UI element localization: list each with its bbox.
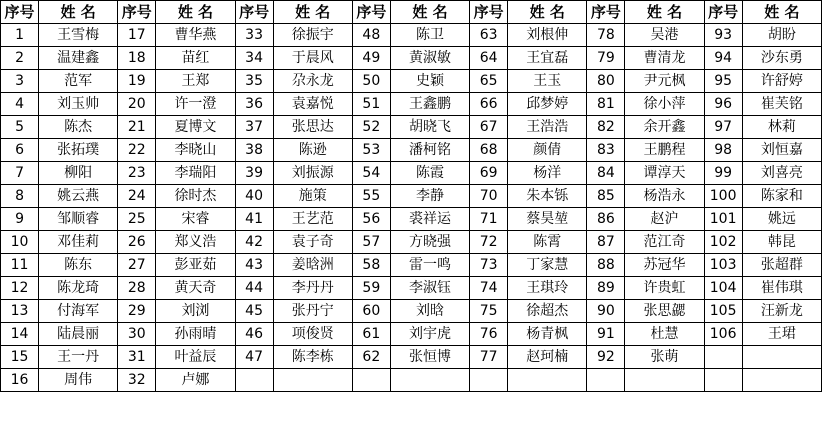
student-name-cell: 王琪玲 [508,277,587,300]
student-number-cell [470,369,508,392]
student-number-cell: 80 [587,70,625,93]
student-name-cell: 许一澄 [156,93,235,116]
student-number-cell: 83 [587,139,625,162]
student-name-cell [508,369,587,392]
student-name-cell: 张超群 [742,254,821,277]
student-number-cell: 75 [470,300,508,323]
student-number-cell [352,369,390,392]
student-name-cell: 陈霄 [508,231,587,254]
student-name-cell: 陈逊 [273,139,352,162]
student-number-cell: 11 [1,254,39,277]
student-number-cell: 14 [1,323,39,346]
student-name-cell: 尕永龙 [273,70,352,93]
student-name-cell: 李瑞阳 [156,162,235,185]
student-name-cell: 王雪梅 [39,24,118,47]
student-name-cell: 姚云燕 [39,185,118,208]
student-number-cell: 3 [1,70,39,93]
student-name-cell: 陈卫 [390,24,469,47]
student-number-cell: 55 [352,185,390,208]
student-number-cell: 105 [704,300,742,323]
student-number-cell: 42 [235,231,273,254]
header-number: 序号 [587,1,625,24]
student-name-cell: 王浩浩 [508,116,587,139]
student-number-cell: 92 [587,346,625,369]
student-name-cell: 刘玉帅 [39,93,118,116]
student-number-cell: 54 [352,162,390,185]
student-name-cell [625,369,704,392]
student-number-cell: 39 [235,162,273,185]
student-name-cell: 王鑫鹏 [390,93,469,116]
student-name-cell: 沙东勇 [742,47,821,70]
student-number-cell: 72 [470,231,508,254]
student-name-cell: 姚远 [742,208,821,231]
student-name-cell: 潘柯铭 [390,139,469,162]
student-number-cell: 31 [118,346,156,369]
student-number-cell: 50 [352,70,390,93]
student-number-cell: 79 [587,47,625,70]
student-name-cell: 王鹏程 [625,139,704,162]
student-name-cell: 朱本铄 [508,185,587,208]
student-number-cell: 94 [704,47,742,70]
table-header-row [1,1,822,24]
student-name-cell: 张思达 [273,116,352,139]
student-name-cell: 王玉 [508,70,587,93]
student-number-cell: 15 [1,346,39,369]
student-number-cell: 36 [235,93,273,116]
student-number-cell: 62 [352,346,390,369]
student-name-cell: 邓佳莉 [39,231,118,254]
student-number-cell: 57 [352,231,390,254]
student-number-cell: 12 [1,277,39,300]
table-body [1,24,822,392]
student-number-cell: 85 [587,185,625,208]
student-number-cell: 37 [235,116,273,139]
student-number-cell: 1 [1,24,39,47]
table-row [1,47,822,70]
student-number-cell: 69 [470,162,508,185]
student-number-cell: 74 [470,277,508,300]
student-name-cell: 徐小萍 [625,93,704,116]
student-name-cell: 施策 [273,185,352,208]
student-name-cell: 胡盼 [742,24,821,47]
student-number-cell: 97 [704,116,742,139]
student-name-cell: 王珺 [742,323,821,346]
student-number-cell: 78 [587,24,625,47]
student-name-cell: 丁家慧 [508,254,587,277]
header-name: 姓 名 [625,1,704,24]
student-number-cell: 70 [470,185,508,208]
table-row [1,70,822,93]
student-name-cell: 杜慧 [625,323,704,346]
student-number-cell: 64 [470,47,508,70]
table-row [1,346,822,369]
student-name-cell: 蔡昊堃 [508,208,587,231]
student-number-cell: 84 [587,162,625,185]
student-number-cell: 30 [118,323,156,346]
student-name-cell: 许舒婷 [742,70,821,93]
student-number-cell: 96 [704,93,742,116]
student-name-cell: 陈龙琦 [39,277,118,300]
table-row [1,300,822,323]
student-number-cell [704,346,742,369]
header-number: 序号 [118,1,156,24]
student-number-cell: 25 [118,208,156,231]
student-number-cell: 2 [1,47,39,70]
student-name-cell: 曹华燕 [156,24,235,47]
student-number-cell: 29 [118,300,156,323]
student-number-cell: 21 [118,116,156,139]
student-name-cell: 杨青枫 [508,323,587,346]
student-name-cell: 袁子奇 [273,231,352,254]
student-name-cell: 张思勰 [625,300,704,323]
student-number-cell: 61 [352,323,390,346]
student-name-cell: 胡晓飞 [390,116,469,139]
student-name-cell: 徐时杰 [156,185,235,208]
student-number-cell: 53 [352,139,390,162]
student-number-cell: 60 [352,300,390,323]
student-number-cell: 103 [704,254,742,277]
student-name-cell: 刘喜亮 [742,162,821,185]
student-number-cell: 63 [470,24,508,47]
header-number: 序号 [470,1,508,24]
student-name-cell: 徐超杰 [508,300,587,323]
student-number-cell: 86 [587,208,625,231]
student-number-cell: 41 [235,208,273,231]
student-name-cell: 曹清龙 [625,47,704,70]
student-name-cell: 李丹丹 [273,277,352,300]
student-number-cell: 33 [235,24,273,47]
student-number-cell: 49 [352,47,390,70]
student-name-cell: 崔芙铭 [742,93,821,116]
student-number-cell: 44 [235,277,273,300]
student-number-cell: 6 [1,139,39,162]
table-row [1,116,822,139]
student-name-cell: 杨洋 [508,162,587,185]
student-number-cell: 9 [1,208,39,231]
student-number-cell: 19 [118,70,156,93]
student-number-cell: 98 [704,139,742,162]
student-name-cell: 李淑钰 [390,277,469,300]
student-number-cell: 81 [587,93,625,116]
student-name-cell: 刘浏 [156,300,235,323]
student-name-cell: 柳阳 [39,162,118,185]
header-number: 序号 [704,1,742,24]
student-number-cell: 88 [587,254,625,277]
table-row [1,93,822,116]
student-name-cell: 谭淳天 [625,162,704,185]
student-number-cell: 67 [470,116,508,139]
student-number-cell: 95 [704,70,742,93]
student-number-cell: 16 [1,369,39,392]
student-name-cell: 张恒博 [390,346,469,369]
student-name-cell: 王一丹 [39,346,118,369]
student-number-cell: 102 [704,231,742,254]
student-name-cell: 陈家和 [742,185,821,208]
header-name: 姓 名 [273,1,352,24]
header-number: 序号 [352,1,390,24]
header-name: 姓 名 [508,1,587,24]
student-name-cell: 范江奇 [625,231,704,254]
student-name-cell: 苗红 [156,47,235,70]
student-name-cell: 温建鑫 [39,47,118,70]
student-name-cell: 尹元枫 [625,70,704,93]
table-row [1,208,822,231]
student-name-cell: 李静 [390,185,469,208]
student-name-cell: 邱梦婷 [508,93,587,116]
student-name-cell: 郑义浩 [156,231,235,254]
student-number-cell: 32 [118,369,156,392]
student-name-cell: 颜倩 [508,139,587,162]
student-name-cell: 苏冠华 [625,254,704,277]
student-name-cell: 付海军 [39,300,118,323]
student-number-cell: 93 [704,24,742,47]
student-number-cell: 10 [1,231,39,254]
student-name-cell: 徐振宇 [273,24,352,47]
student-number-cell: 91 [587,323,625,346]
table-row [1,162,822,185]
student-number-cell: 56 [352,208,390,231]
student-name-cell: 方晓强 [390,231,469,254]
student-name-cell: 卢娜 [156,369,235,392]
student-number-cell: 4 [1,93,39,116]
student-name-cell: 彭亚茹 [156,254,235,277]
student-name-cell: 张萌 [625,346,704,369]
student-number-cell: 18 [118,47,156,70]
student-name-cell: 刘振源 [273,162,352,185]
student-name-cell: 姜晗洲 [273,254,352,277]
student-name-cell: 宋睿 [156,208,235,231]
student-number-cell: 82 [587,116,625,139]
student-name-cell: 王艺范 [273,208,352,231]
student-number-cell: 90 [587,300,625,323]
student-number-cell [587,369,625,392]
student-name-cell: 赵珂楠 [508,346,587,369]
student-number-cell: 23 [118,162,156,185]
student-name-cell: 夏博文 [156,116,235,139]
student-number-cell: 46 [235,323,273,346]
student-number-cell: 99 [704,162,742,185]
student-number-cell: 51 [352,93,390,116]
student-name-cell: 裘祥运 [390,208,469,231]
student-name-cell: 王宜磊 [508,47,587,70]
student-number-cell: 26 [118,231,156,254]
student-number-cell: 58 [352,254,390,277]
student-name-cell: 陈霞 [390,162,469,185]
student-number-cell [235,369,273,392]
student-number-cell: 66 [470,93,508,116]
student-name-cell: 崔伟琪 [742,277,821,300]
table-row [1,185,822,208]
student-number-cell: 100 [704,185,742,208]
student-number-cell: 73 [470,254,508,277]
student-name-cell: 张拓璞 [39,139,118,162]
student-name-cell: 余开鑫 [625,116,704,139]
header-number: 序号 [1,1,39,24]
student-name-cell: 陈东 [39,254,118,277]
student-name-cell: 林莉 [742,116,821,139]
student-name-cell: 许贵虹 [625,277,704,300]
student-name-cell: 刘恒嘉 [742,139,821,162]
student-name-cell: 雷一鸣 [390,254,469,277]
student-name-cell: 于晨风 [273,47,352,70]
table-row [1,369,822,392]
student-name-cell: 周伟 [39,369,118,392]
student-number-cell: 22 [118,139,156,162]
student-number-cell: 65 [470,70,508,93]
student-number-cell: 13 [1,300,39,323]
student-name-cell: 韩昆 [742,231,821,254]
student-name-cell [742,346,821,369]
student-number-cell: 35 [235,70,273,93]
student-number-cell: 7 [1,162,39,185]
header-name: 姓 名 [156,1,235,24]
student-number-cell: 5 [1,116,39,139]
student-name-cell: 张丹宁 [273,300,352,323]
table-row [1,231,822,254]
student-name-cell [742,369,821,392]
table-row [1,323,822,346]
table-row [1,254,822,277]
student-number-cell: 34 [235,47,273,70]
student-name-cell: 刘宇虎 [390,323,469,346]
student-number-cell: 27 [118,254,156,277]
student-name-cell: 陈杰 [39,116,118,139]
student-name-cell: 王郑 [156,70,235,93]
student-number-cell: 87 [587,231,625,254]
student-name-cell: 刘根伸 [508,24,587,47]
student-number-cell: 24 [118,185,156,208]
student-number-cell: 43 [235,254,273,277]
student-number-cell: 76 [470,323,508,346]
student-number-cell: 17 [118,24,156,47]
student-name-cell: 黄天奇 [156,277,235,300]
student-name-cell: 吴港 [625,24,704,47]
student-number-cell: 38 [235,139,273,162]
student-name-cell: 范军 [39,70,118,93]
student-name-cell: 邹顺睿 [39,208,118,231]
student-number-cell: 45 [235,300,273,323]
student-number-cell: 52 [352,116,390,139]
header-name: 姓 名 [39,1,118,24]
student-name-cell: 史颖 [390,70,469,93]
student-number-cell: 20 [118,93,156,116]
student-number-cell: 59 [352,277,390,300]
student-number-cell: 106 [704,323,742,346]
student-number-cell [704,369,742,392]
student-number-cell: 89 [587,277,625,300]
student-name-cell: 李晓山 [156,139,235,162]
student-name-cell: 陆晨丽 [39,323,118,346]
student-name-cell: 刘晗 [390,300,469,323]
student-name-cell: 叶益辰 [156,346,235,369]
student-name-cell: 汪新龙 [742,300,821,323]
student-number-cell: 40 [235,185,273,208]
table-row [1,277,822,300]
header-name: 姓 名 [742,1,821,24]
student-name-cell: 陈李栋 [273,346,352,369]
student-number-cell: 101 [704,208,742,231]
student-number-cell: 104 [704,277,742,300]
student-number-cell: 48 [352,24,390,47]
student-name-cell: 杨浩永 [625,185,704,208]
header-name: 姓 名 [390,1,469,24]
table-row [1,24,822,47]
student-number-cell: 77 [470,346,508,369]
student-name-cell: 黄淑敏 [390,47,469,70]
student-name-cell: 袁嘉悦 [273,93,352,116]
student-number-cell: 8 [1,185,39,208]
student-name-cell [390,369,469,392]
student-number-cell: 68 [470,139,508,162]
student-name-cell: 孙雨晴 [156,323,235,346]
table-row [1,139,822,162]
student-name-cell [273,369,352,392]
header-number: 序号 [235,1,273,24]
student-name-cell: 项俊贤 [273,323,352,346]
student-name-cell: 赵沪 [625,208,704,231]
student-number-cell: 71 [470,208,508,231]
student-number-cell: 28 [118,277,156,300]
student-number-cell: 47 [235,346,273,369]
